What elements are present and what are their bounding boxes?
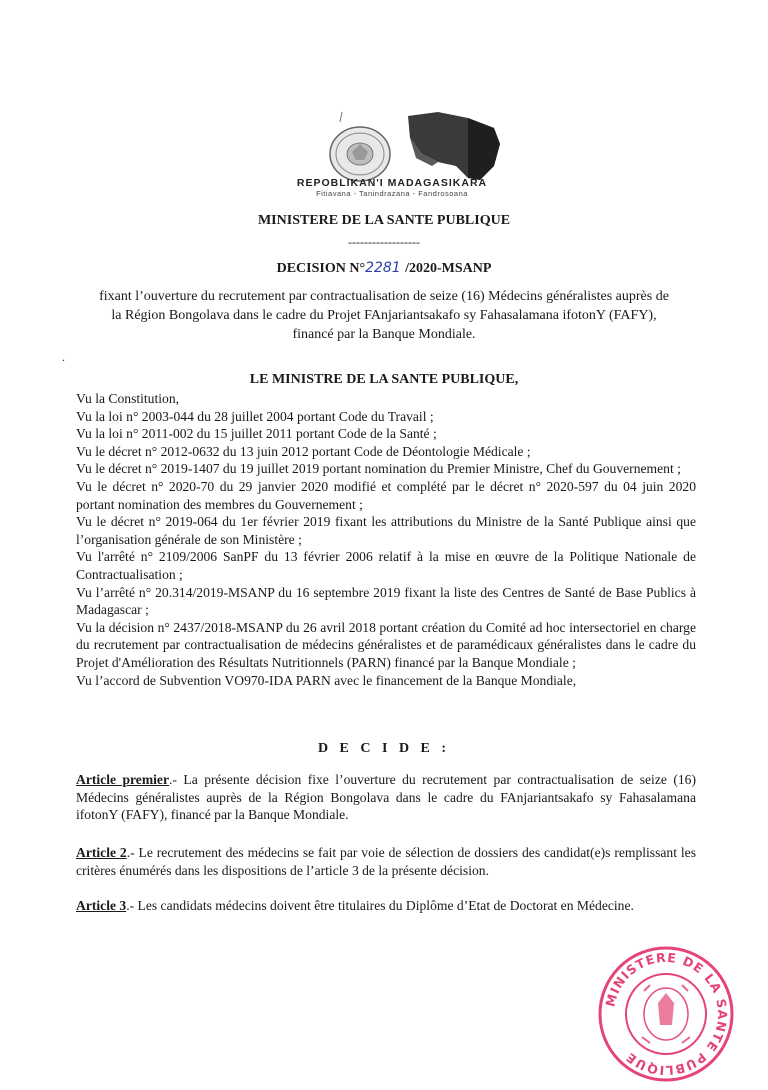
preamble-item: Vu la loi n° 2011-002 du 15 juillet 2011 portant Code de la Santé ;: [76, 426, 437, 442]
article-text: .- Le recrutement des médecins se fait par voie de sélection de dossiers des candidat(e)s remplissant les critères énumérés dans les dispositions de l’article 3 de la présente décision.: [76, 845, 696, 878]
preamble-item: Vu l’accord de Subvention VO970-IDA PARN avec le financement de la Banque Mondiale,: [76, 672, 577, 688]
article-premier: [76, 771, 696, 824]
preamble-item: Vu la Constitution,: [76, 391, 180, 406]
preamble-item: Vu l’arrêté n° 20.314/2019-MSANP du 16 septembre 2019 fixant la liste des Centres de Santé de Base Publics à Madagascar ;: [76, 584, 696, 618]
article-text: .- La présente décision fixe l’ouverture du recrutement par contractualisation de seize (16) Médecins généralistes auprès de la Région Bongolava dans le cadre du FAnjariantsakafo sy Fahasalamana ifotonY (FAFY), financé par la Banque Mondiale.: [76, 772, 696, 823]
article-3: [76, 897, 696, 915]
decide-heading: D E C I D E :: [317, 741, 451, 756]
preamble-item: Vu la décision n° 2437/2018-MSANP du 26 avril 2018 portant création du Comité ad hoc intersectoriel en charge du recrutement par contractualisation de médecins généralistes et de paramédicaux généralistes dans le cadre du Projet d'Amélioration des Résultats Nutritionnels (PARN) financé par la Banque Mondiale ;: [76, 619, 696, 670]
stray-mark: .: [62, 350, 65, 364]
republic-name: REPOBLIKAN'I MADAGASIKARA: [296, 177, 488, 189]
decision-title: [0, 260, 768, 277]
separator: ------------------: [348, 235, 420, 249]
republic-motto: Fitiavana - Tanindrazana - Fandrosoana: [316, 189, 468, 198]
article-label: Article premier: [76, 772, 170, 787]
decision-suffix: /2020-MSANP: [405, 261, 492, 276]
article-text: .- Les candidats médecins doivent être titulaires du Diplôme d’Etat de Doctorat en Médecine.: [126, 898, 634, 913]
preamble-item: Vu le décret n° 2019-1407 du 19 juillet 2019 portant nomination du Premier Ministre, Chef du Gouvernement ;: [76, 461, 681, 477]
preamble-list: [76, 390, 696, 689]
preamble-item: Vu le décret n° 2012-0632 du 13 juin 2012 portant Code de Déontologie Médicale ;: [76, 443, 531, 459]
official-stamp: [592, 943, 740, 1085]
decision-number-handwritten: 2281: [365, 260, 401, 276]
subtitle-line: fixant l’ouverture du recrutement par contractualisation de seize (16) Médecins généralistes auprès de: [99, 289, 669, 304]
stamp-text: MINISTERE DE LA SANTE PUBLIQUE: [602, 949, 731, 1079]
preamble-item: Vu l'arrêté n° 2109/2006 SanPF du 13 février 2006 relatif à la mise en œuvre de la Politique Nationale de Contractualisation ;: [76, 549, 696, 582]
stamp-seal-icon: [592, 943, 740, 1085]
article-label: Article 2: [76, 845, 127, 860]
article-2: [76, 844, 696, 879]
preamble-item: Vu le décret n° 2020-70 du 29 janvier 2020 modifié et complété par le décret n° 2020-597 du 04 juin 2020 portant nomination des membres du Gouvernement ;: [76, 478, 696, 512]
subtitle-line: la Région Bongolava dans le cadre du Projet FAnjariantsakafo sy Fahasalamana ifotonY (FAFY),: [111, 308, 657, 323]
ministry-title: MINISTERE DE LA SANTE PUBLIQUE: [257, 213, 511, 228]
subtitle-line: financé par la Banque Mondiale.: [292, 327, 476, 342]
preamble-item: Vu la loi n° 2003-044 du 28 juillet 2004 portant Code du Travail ;: [76, 408, 434, 424]
preamble-item: Vu le décret n° 2019-064 du 1er février 2019 fixant les attributions du Ministre de la Santé Publique ainsi que l’organisation générale de son Ministère ;: [76, 514, 696, 547]
decision-subtitle: [60, 287, 708, 344]
article-label: Article 3: [76, 898, 127, 913]
decision-prefix: DECISION N°: [276, 261, 366, 276]
minister-heading: LE MINISTRE DE LA SANTE PUBLIQUE,: [249, 372, 519, 387]
